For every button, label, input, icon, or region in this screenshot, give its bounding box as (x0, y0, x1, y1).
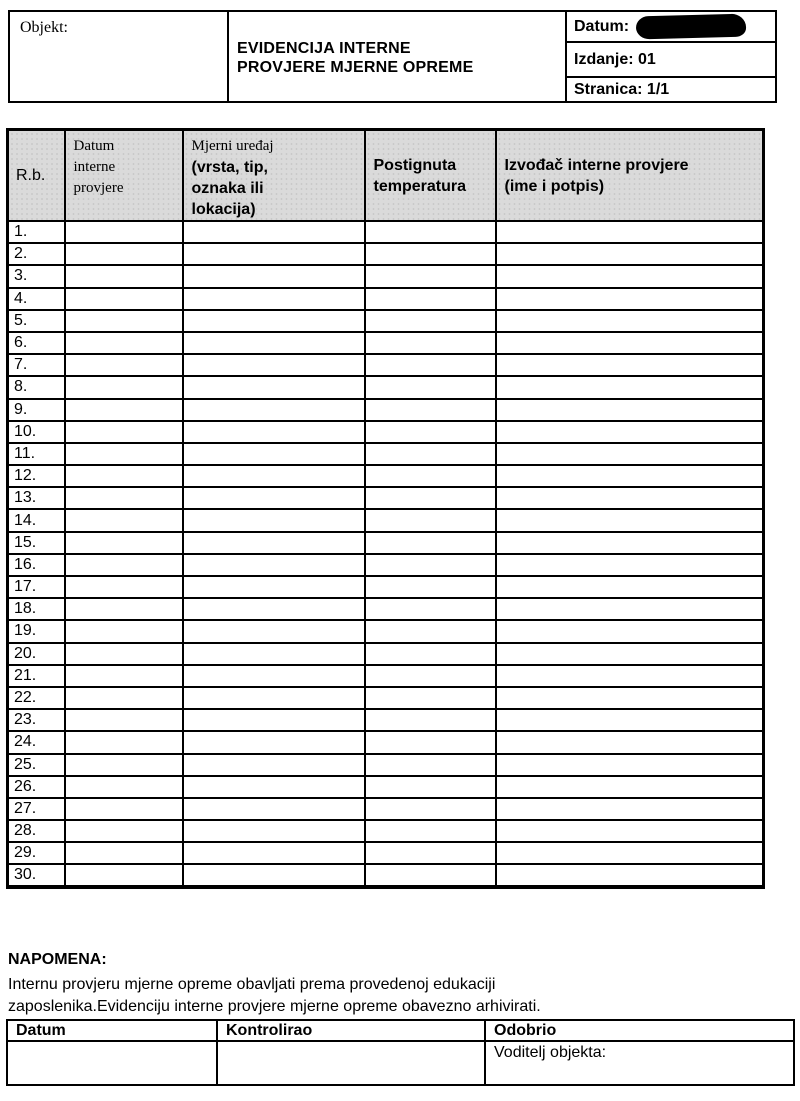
row-number: 11. (8, 443, 65, 465)
empty-cell (65, 288, 183, 310)
empty-cell (496, 532, 764, 554)
table-row (8, 265, 764, 287)
approval-header-row (7, 1020, 794, 1041)
empty-cell (65, 310, 183, 332)
empty-cell (65, 243, 183, 265)
header-line: lokacija) (191, 201, 256, 218)
empty-cell (496, 620, 764, 642)
empty-cell (65, 354, 183, 376)
empty-cell (65, 776, 183, 798)
table-row (8, 509, 764, 531)
empty-cell (365, 399, 496, 421)
empty-cell (365, 554, 496, 576)
empty-cell (183, 221, 365, 243)
empty-cell (365, 754, 496, 776)
empty-cell (183, 731, 365, 753)
empty-cell (496, 643, 764, 665)
table-row (8, 221, 764, 243)
column-header-kontrolirao: Kontrolirao (217, 1020, 485, 1041)
empty-cell (365, 487, 496, 509)
empty-cell (183, 554, 365, 576)
datum-signature-cell (7, 1041, 217, 1085)
empty-cell (183, 620, 365, 642)
row-number: 1. (8, 221, 65, 243)
row-number: 27. (8, 798, 65, 820)
row-number: 29. (8, 842, 65, 864)
izdanje-label: Izdanje: 01 (574, 50, 656, 68)
table-row (8, 709, 764, 731)
empty-cell (365, 443, 496, 465)
empty-cell (65, 465, 183, 487)
row-number: 12. (8, 465, 65, 487)
empty-cell (65, 376, 183, 398)
header-line: Postignuta (373, 156, 457, 174)
empty-cell (365, 354, 496, 376)
empty-cell (65, 221, 183, 243)
row-number: 18. (8, 598, 65, 620)
table-row (8, 754, 764, 776)
empty-cell (65, 820, 183, 842)
empty-cell (183, 443, 365, 465)
empty-cell (65, 798, 183, 820)
table-row (8, 288, 764, 310)
empty-cell (65, 598, 183, 620)
empty-cell (365, 221, 496, 243)
empty-cell (365, 509, 496, 531)
empty-cell (496, 776, 764, 798)
row-number: 22. (8, 687, 65, 709)
header-line: (ime i potpis) (504, 177, 605, 195)
table-row (8, 554, 764, 576)
empty-cell (496, 265, 764, 287)
empty-cell (65, 709, 183, 731)
napomena-line: Internu provjeru mjerne opreme obavljati prema provedenoj edukaciji (8, 976, 496, 993)
empty-cell (496, 864, 764, 886)
header-line: provjere (73, 180, 124, 196)
empty-cell (183, 399, 365, 421)
objekt-label: Objekt: (20, 19, 68, 36)
row-number: 19. (8, 620, 65, 642)
empty-cell (365, 598, 496, 620)
datum-row (567, 12, 775, 43)
empty-cell (365, 820, 496, 842)
empty-cell (183, 776, 365, 798)
column-header-postignuta-temperatura (365, 130, 496, 222)
empty-cell (496, 754, 764, 776)
empty-cell (65, 620, 183, 642)
empty-cell (496, 665, 764, 687)
empty-cell (496, 509, 764, 531)
empty-cell (496, 376, 764, 398)
empty-cell (183, 310, 365, 332)
empty-cell (183, 354, 365, 376)
empty-cell (365, 310, 496, 332)
table-row (8, 776, 764, 798)
table-row (8, 354, 764, 376)
empty-cell (496, 731, 764, 753)
empty-cell (496, 465, 764, 487)
empty-cell (496, 354, 764, 376)
empty-cell (65, 487, 183, 509)
table-row (8, 421, 764, 443)
header-line: Izvođač interne provjere (504, 156, 689, 174)
table-row (8, 820, 764, 842)
header-line: oznaka ili (191, 180, 264, 197)
empty-cell (65, 665, 183, 687)
empty-cell (496, 243, 764, 265)
empty-cell (65, 443, 183, 465)
napomena-heading: NAPOMENA: (8, 951, 107, 968)
table-row (8, 310, 764, 332)
row-number: 6. (8, 332, 65, 354)
empty-cell (496, 820, 764, 842)
empty-cell (183, 376, 365, 398)
izdanje-row (567, 43, 775, 78)
empty-cell (65, 332, 183, 354)
empty-cell (183, 243, 365, 265)
odobrio-signature-cell (485, 1041, 794, 1085)
empty-cell (365, 776, 496, 798)
empty-cell (65, 554, 183, 576)
empty-cell (183, 332, 365, 354)
empty-cell (365, 620, 496, 642)
empty-cell (65, 399, 183, 421)
empty-cell (365, 576, 496, 598)
row-number: 5. (8, 310, 65, 332)
table-row (8, 864, 764, 886)
form-title-line: PROVJERE MJERNE OPREME (237, 59, 474, 76)
empty-cell (183, 864, 365, 886)
empty-cell (65, 864, 183, 886)
napomena-section (8, 951, 778, 1018)
empty-cell (65, 754, 183, 776)
column-header-rb: R.b. (8, 130, 65, 222)
header-line: Datum (73, 138, 115, 154)
row-number: 8. (8, 376, 65, 398)
empty-cell (183, 532, 365, 554)
main-table-body (8, 221, 764, 887)
row-number: 24. (8, 731, 65, 753)
empty-cell (65, 265, 183, 287)
table-row (8, 376, 764, 398)
empty-cell (496, 687, 764, 709)
row-number: 2. (8, 243, 65, 265)
kontrolirao-signature-cell (217, 1041, 485, 1085)
empty-cell (65, 421, 183, 443)
column-header-datum-interne-provjere (65, 130, 183, 222)
row-number: 15. (8, 532, 65, 554)
table-row (8, 643, 764, 665)
table-row (8, 443, 764, 465)
stranica-label: Stranica: 1/1 (574, 80, 670, 98)
empty-cell (183, 576, 365, 598)
form-header-box (8, 10, 777, 103)
empty-cell (183, 465, 365, 487)
column-header-izvodjac (496, 130, 764, 222)
table-row (8, 842, 764, 864)
approval-body-row (7, 1041, 794, 1085)
empty-cell (183, 509, 365, 531)
table-row (8, 399, 764, 421)
empty-cell (365, 376, 496, 398)
form-meta-cell (567, 12, 775, 101)
empty-cell (496, 598, 764, 620)
empty-cell (183, 288, 365, 310)
table-row (8, 576, 764, 598)
empty-cell (365, 532, 496, 554)
empty-cell (65, 509, 183, 531)
table-row (8, 487, 764, 509)
voditelj-objekta-label: Voditelj objekta: (494, 1044, 607, 1061)
table-row (8, 243, 764, 265)
table-row (8, 332, 764, 354)
empty-cell (65, 643, 183, 665)
datum-label: Datum: (574, 17, 630, 35)
empty-cell (183, 798, 365, 820)
row-number: 16. (8, 554, 65, 576)
empty-cell (183, 820, 365, 842)
table-row (8, 465, 764, 487)
redacted-date-value (636, 14, 747, 40)
empty-cell (365, 421, 496, 443)
row-number: 9. (8, 399, 65, 421)
empty-cell (65, 532, 183, 554)
empty-cell (365, 709, 496, 731)
header-line: (vrsta, tip, (191, 159, 268, 176)
row-number: 17. (8, 576, 65, 598)
empty-cell (183, 265, 365, 287)
empty-cell (365, 243, 496, 265)
row-number: 25. (8, 754, 65, 776)
empty-cell (496, 443, 764, 465)
empty-cell (496, 487, 764, 509)
empty-cell (365, 687, 496, 709)
row-number: 30. (8, 864, 65, 886)
empty-cell (183, 598, 365, 620)
header-line: interne (73, 159, 116, 175)
empty-cell (183, 842, 365, 864)
empty-cell (496, 288, 764, 310)
row-number: 10. (8, 421, 65, 443)
row-number: 21. (8, 665, 65, 687)
empty-cell (183, 754, 365, 776)
empty-cell (496, 554, 764, 576)
empty-cell (496, 399, 764, 421)
empty-cell (183, 687, 365, 709)
empty-cell (365, 842, 496, 864)
empty-cell (365, 288, 496, 310)
form-title-line: EVIDENCIJA INTERNE (237, 40, 411, 57)
form-title (229, 12, 567, 101)
empty-cell (65, 731, 183, 753)
empty-cell (365, 798, 496, 820)
empty-cell (183, 665, 365, 687)
empty-cell (496, 332, 764, 354)
empty-cell (496, 421, 764, 443)
empty-cell (365, 643, 496, 665)
table-row (8, 532, 764, 554)
empty-cell (496, 576, 764, 598)
empty-cell (365, 465, 496, 487)
column-header-odobrio: Odobrio (485, 1020, 794, 1041)
row-number: 7. (8, 354, 65, 376)
header-line: temperatura (373, 177, 466, 195)
empty-cell (65, 576, 183, 598)
approval-table (6, 1019, 795, 1086)
empty-cell (65, 687, 183, 709)
column-header-mjerni-uredjaj (183, 130, 365, 222)
empty-cell (496, 221, 764, 243)
empty-cell (496, 310, 764, 332)
table-row (8, 598, 764, 620)
table-row (8, 620, 764, 642)
table-row (8, 665, 764, 687)
empty-cell (496, 842, 764, 864)
row-number: 4. (8, 288, 65, 310)
row-number: 28. (8, 820, 65, 842)
row-number: 13. (8, 487, 65, 509)
column-header-datum: Datum (7, 1020, 217, 1041)
empty-cell (365, 332, 496, 354)
empty-cell (183, 487, 365, 509)
napomena-line: zaposlenika.Evidenciju interne provjere mjerne opreme obavezno arhivirati. (8, 998, 541, 1015)
stranica-row (567, 78, 775, 101)
row-number: 26. (8, 776, 65, 798)
empty-cell (365, 731, 496, 753)
row-number: 3. (8, 265, 65, 287)
table-row (8, 798, 764, 820)
empty-cell (496, 709, 764, 731)
empty-cell (65, 842, 183, 864)
empty-cell (365, 665, 496, 687)
evidencija-table (6, 128, 765, 889)
table-row (8, 687, 764, 709)
table-row (8, 731, 764, 753)
row-number: 14. (8, 509, 65, 531)
header-line: Mjerni uređaj (191, 138, 274, 154)
row-number: 20. (8, 643, 65, 665)
empty-cell (183, 709, 365, 731)
empty-cell (365, 864, 496, 886)
empty-cell (183, 643, 365, 665)
empty-cell (183, 421, 365, 443)
empty-cell (496, 798, 764, 820)
row-number: 23. (8, 709, 65, 731)
objekt-cell (10, 12, 229, 101)
table-header-row (8, 130, 764, 222)
empty-cell (365, 265, 496, 287)
